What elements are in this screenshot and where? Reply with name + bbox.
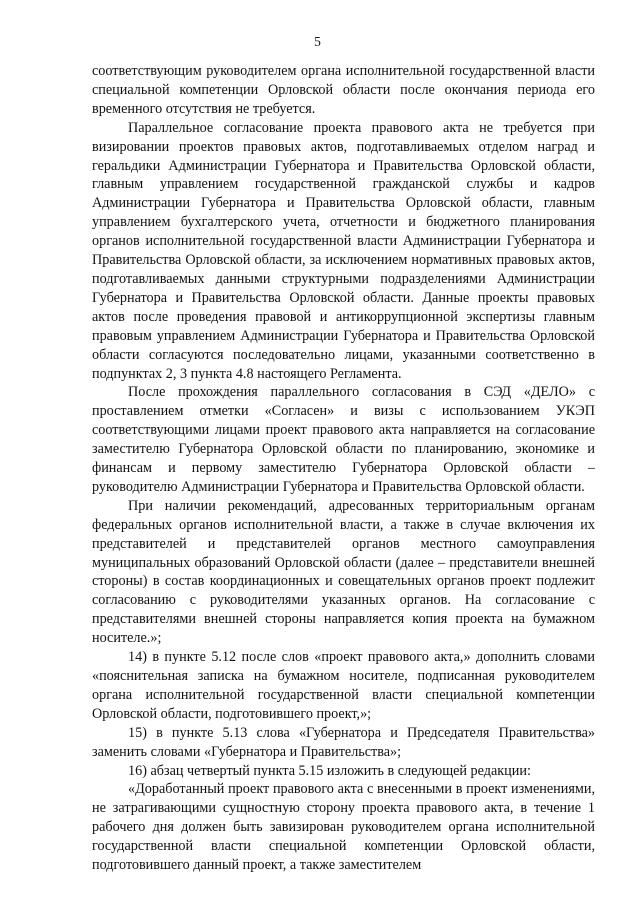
paragraph: 15) в пункте 5.13 слова «Губернатора и Председателя Правительства» заменить словами «Губернатора и Правительства»;: [92, 724, 595, 760]
paragraph: 14) в пункте 5.12 после слов «проект правового акта,» дополнить словами «пояснительная записка на бумажном носителе, подписанная руководителем органа исполнительной государственной власти специальной компетенции Орловской области, подготовившего проект,»;: [92, 649, 595, 722]
document-body: [92, 62, 595, 875]
page-number: 5: [314, 34, 321, 49]
paragraph: Параллельное согласование проекта правового акта не требуется при визировании проектов правовых актов, подготавливаемых отделом наград и геральдики Администрации Губернатора и Правительства Орловской области, главным управлением государственной гражданской службы и кадров Администрации Губернатора и Правительства Орловской области, главным управлением бухгалтерского учета, отчетности и бюджетного планирования органов исполнительной государственной власти Администрации Губернатора и Правительства Орловской области, за исключением нормативных правовых актов, подготавливаемых данными структурными подразделениями Администрации Губернатора и Правительства Орловской области. Данные проекты правовых актов после проведения правовой и антикоррупционной экспертизы главным правовым управлением Администрации Губернатора и Правительства Орловской области согласуются последовательно лицами, указанными соответственно в подпунктах 2, 3 пункта 4.8 настоящего Регламента.: [92, 119, 595, 382]
paragraph: соответствующим руководителем органа исполнительной государственной власти специальной компетенции Орловской области после окончания периода его временного отсутствия не требуется.: [92, 63, 595, 117]
paragraph: При наличии рекомендаций, адресованных территориальным органам федеральных органов исполнительной власти, а также в случае включения их представителей и представителей органов местного самоуправления муниципальных образований Орловской области (далее – представители внешней стороны) в состав координационных и совещательных органов проект подлежит согласованию с руководителями указанных органов. На согласование с представителями внешней стороны направляется копия проекта на бумажном носителе.»;: [92, 497, 595, 647]
paragraph: «Доработанный проект правового акта с внесенными в проект изменениями, не затрагивающими сущностную сторону проекта правового акта, в течение 1 рабочего дня должен быть завизирован руководителем органа исполнительной государственной власти специальной компетенции Орловской области, подготовившего данный проект, а также заместителем: [92, 781, 595, 874]
paragraph: 16) абзац четвертый пункта 5.15 изложить в следующей редакции:: [128, 762, 531, 779]
paragraph: После прохождения параллельного согласования в СЭД «ДЕЛО» с проставлением отметки «Согласен» и визы с использованием УКЭП соответствующими лицами проект правового акта направляется на согласование заместителю Губернатора Орловской области по планированию, экономике и финансам и первому заместителю Губернатора Орловской области – руководителю Администрации Губернатора и Правительства Орловской области.: [92, 384, 595, 495]
